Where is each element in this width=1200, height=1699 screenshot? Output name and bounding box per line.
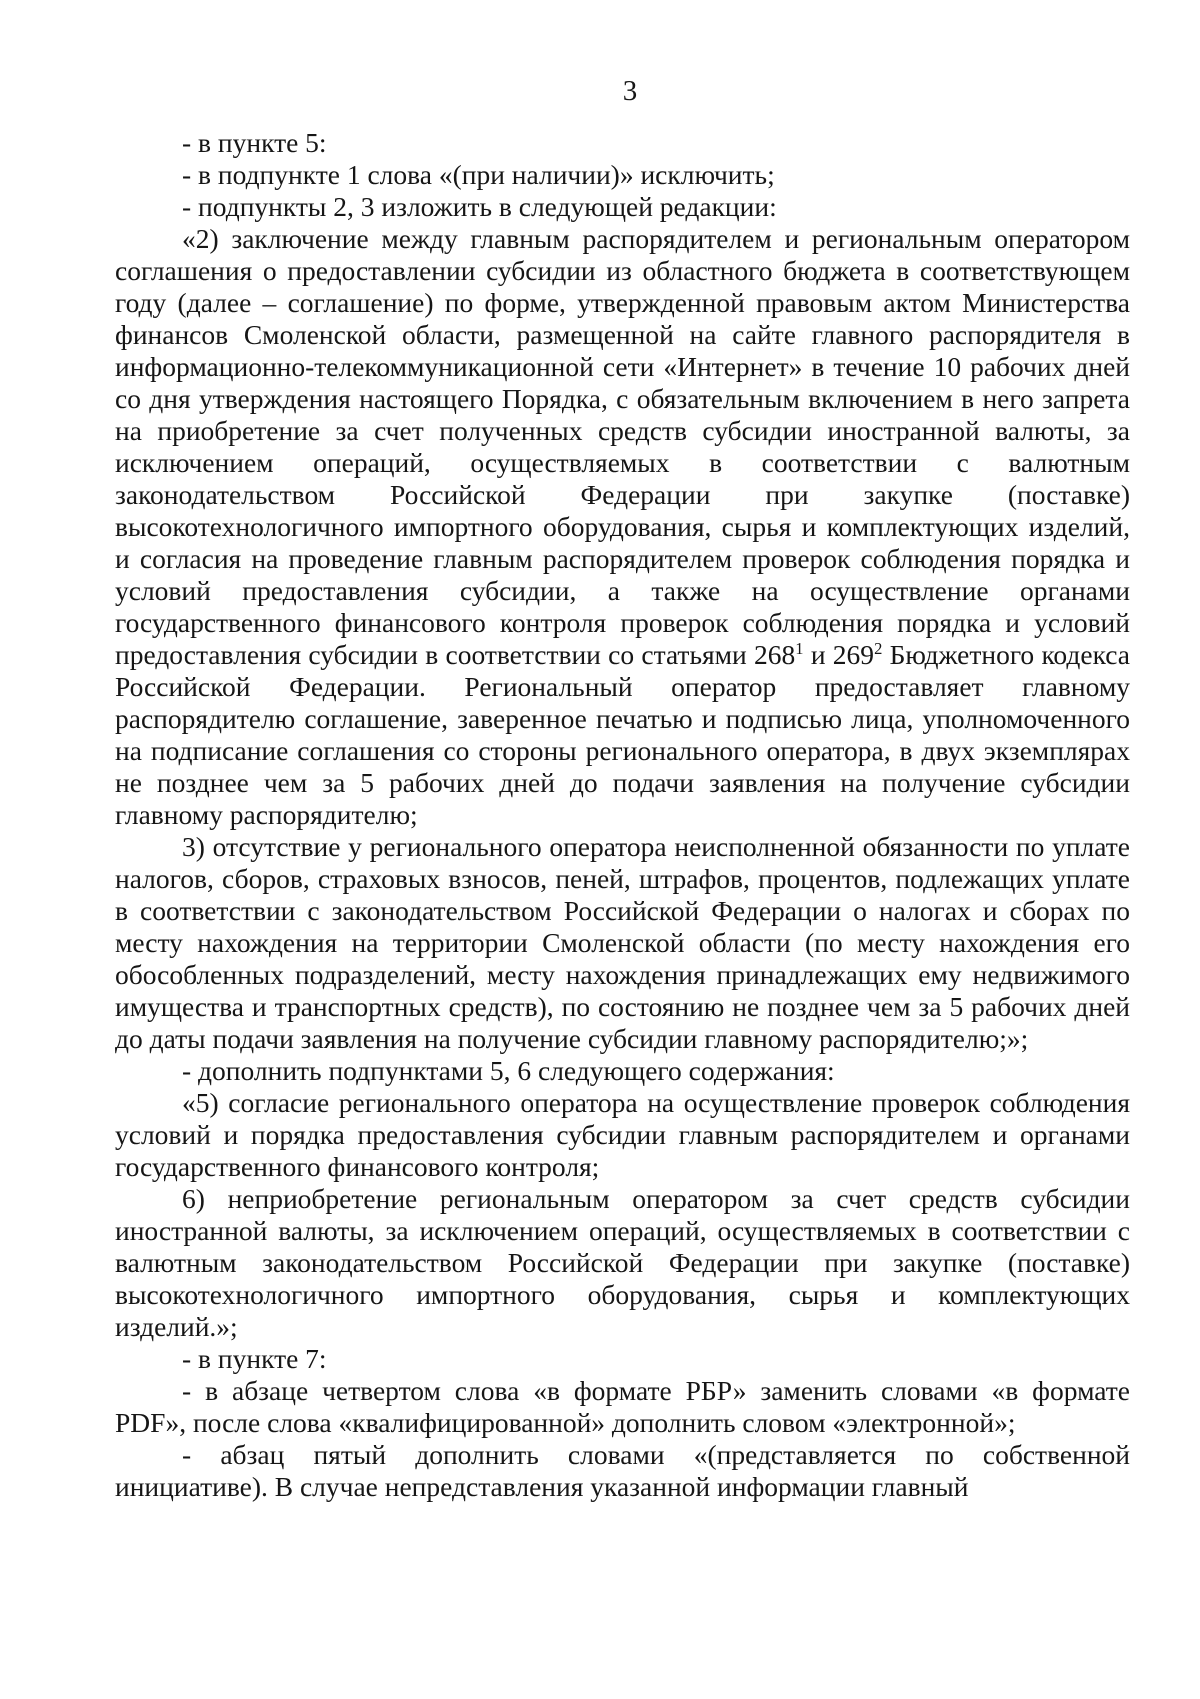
paragraph-abzac-4: - в абзаце четвертом слова «в формате РБР» заменить словами «в формате PDF», после слова «квалифицированной» дополнить словом «электронной»; — [115, 1375, 1130, 1438]
paragraph-subpoints-2-3: - подпункты 2, 3 изложить в следующей редакции: — [182, 191, 777, 222]
paragraph-item-2 — [115, 223, 1130, 831]
item-2-tail: Бюджетного кодекса Российской Федерации. Региональный оператор предоставляет главному распорядителю соглашение, заверенное печатью и подписью лица, уполномоченного на подписание соглашения со стороны регионального оператора, в двух экземплярах не позднее чем за 5 рабочих дней до подачи заявления на получение субсидии главному распорядителю; — [115, 639, 1130, 830]
superscript-2: 2 — [874, 638, 883, 658]
page-number: 3 — [622, 75, 638, 107]
paragraph-item-5: «5) согласие регионального оператора на осуществление проверок соблюдения условий и порядка предоставления субсидии главным распорядителем и органами государственного финансового контроля; — [115, 1087, 1130, 1182]
paragraph-item-3: 3) отсутствие у регионального оператора неисполненной обязанности по уплате налогов, сборов, страховых взносов, пеней, штрафов, процентов, подлежащих уплате в соответствии с законодательством Российской Федерации о налогах и сборах по месту нахождения на территории Смоленской области (по месту нахождения его обособленных подразделений, месту нахождения принадлежащих ему недвижимого имущества и транспортных средств), по состоянию не позднее чем за 5 рабочих дней до даты подачи заявления на получение субсидии главному распорядителю;»; — [115, 831, 1130, 1054]
paragraph-point-7: - в пункте 7: — [182, 1343, 327, 1374]
item-2-mid: и 269 — [803, 639, 875, 670]
paragraph-abzac-5: - абзац пятый дополнить словами «(представляется по собственной инициативе). В случае непредставления указанной информации главный — [115, 1439, 1130, 1502]
document-body — [115, 127, 1130, 1503]
paragraph-subpoint-1: - в подпункте 1 слова «(при наличии)» исключить; — [182, 159, 775, 190]
paragraph-item-6: 6) неприобретение региональным оператором за счет средств субсидии иностранной валюты, за исключением операций, осуществляемых в соответствии с валютным законодательством Российской Федерации при закупке (поставке) высокотехнологичного импортного оборудования, сырья и комплектующих изделий.»; — [115, 1183, 1130, 1342]
paragraph-point-5: - в пункте 5: — [182, 127, 327, 158]
superscript-1: 1 — [795, 638, 804, 658]
paragraph-add-subpoints: - дополнить подпунктами 5, 6 следующего содержания: — [182, 1055, 835, 1086]
item-2-text: «2) заключение между главным распорядителем и региональным оператором соглашения о предоставлении субсидии из областного бюджета в соответствующем году (далее – соглашение) по форме, утвержденной правовым актом Министерства финансов Смоленской области, размещенной на сайте главного распорядителя в информационно-телекоммуникационной сети «Интернет» в течение 10 рабочих дней со дня утверждения настоящего Порядка, с обязательным включением в него запрета на приобретение за счет полученных средств субсидии иностранной валюты, за исключением операций, осуществляемых в соответствии с валютным законодательством Российской Федерации при закупке (поставке) высокотехнологичного импортного оборудования, сырья и комплектующих изделий, и согласия на проведение главным распорядителем проверок соблюдения порядка и условий предоставления субсидии, а также на осуществление органами государственного финансового контроля проверок соблюдения порядка и условий предоставления субсидии в соответствии со статьями 268 — [115, 223, 1130, 670]
